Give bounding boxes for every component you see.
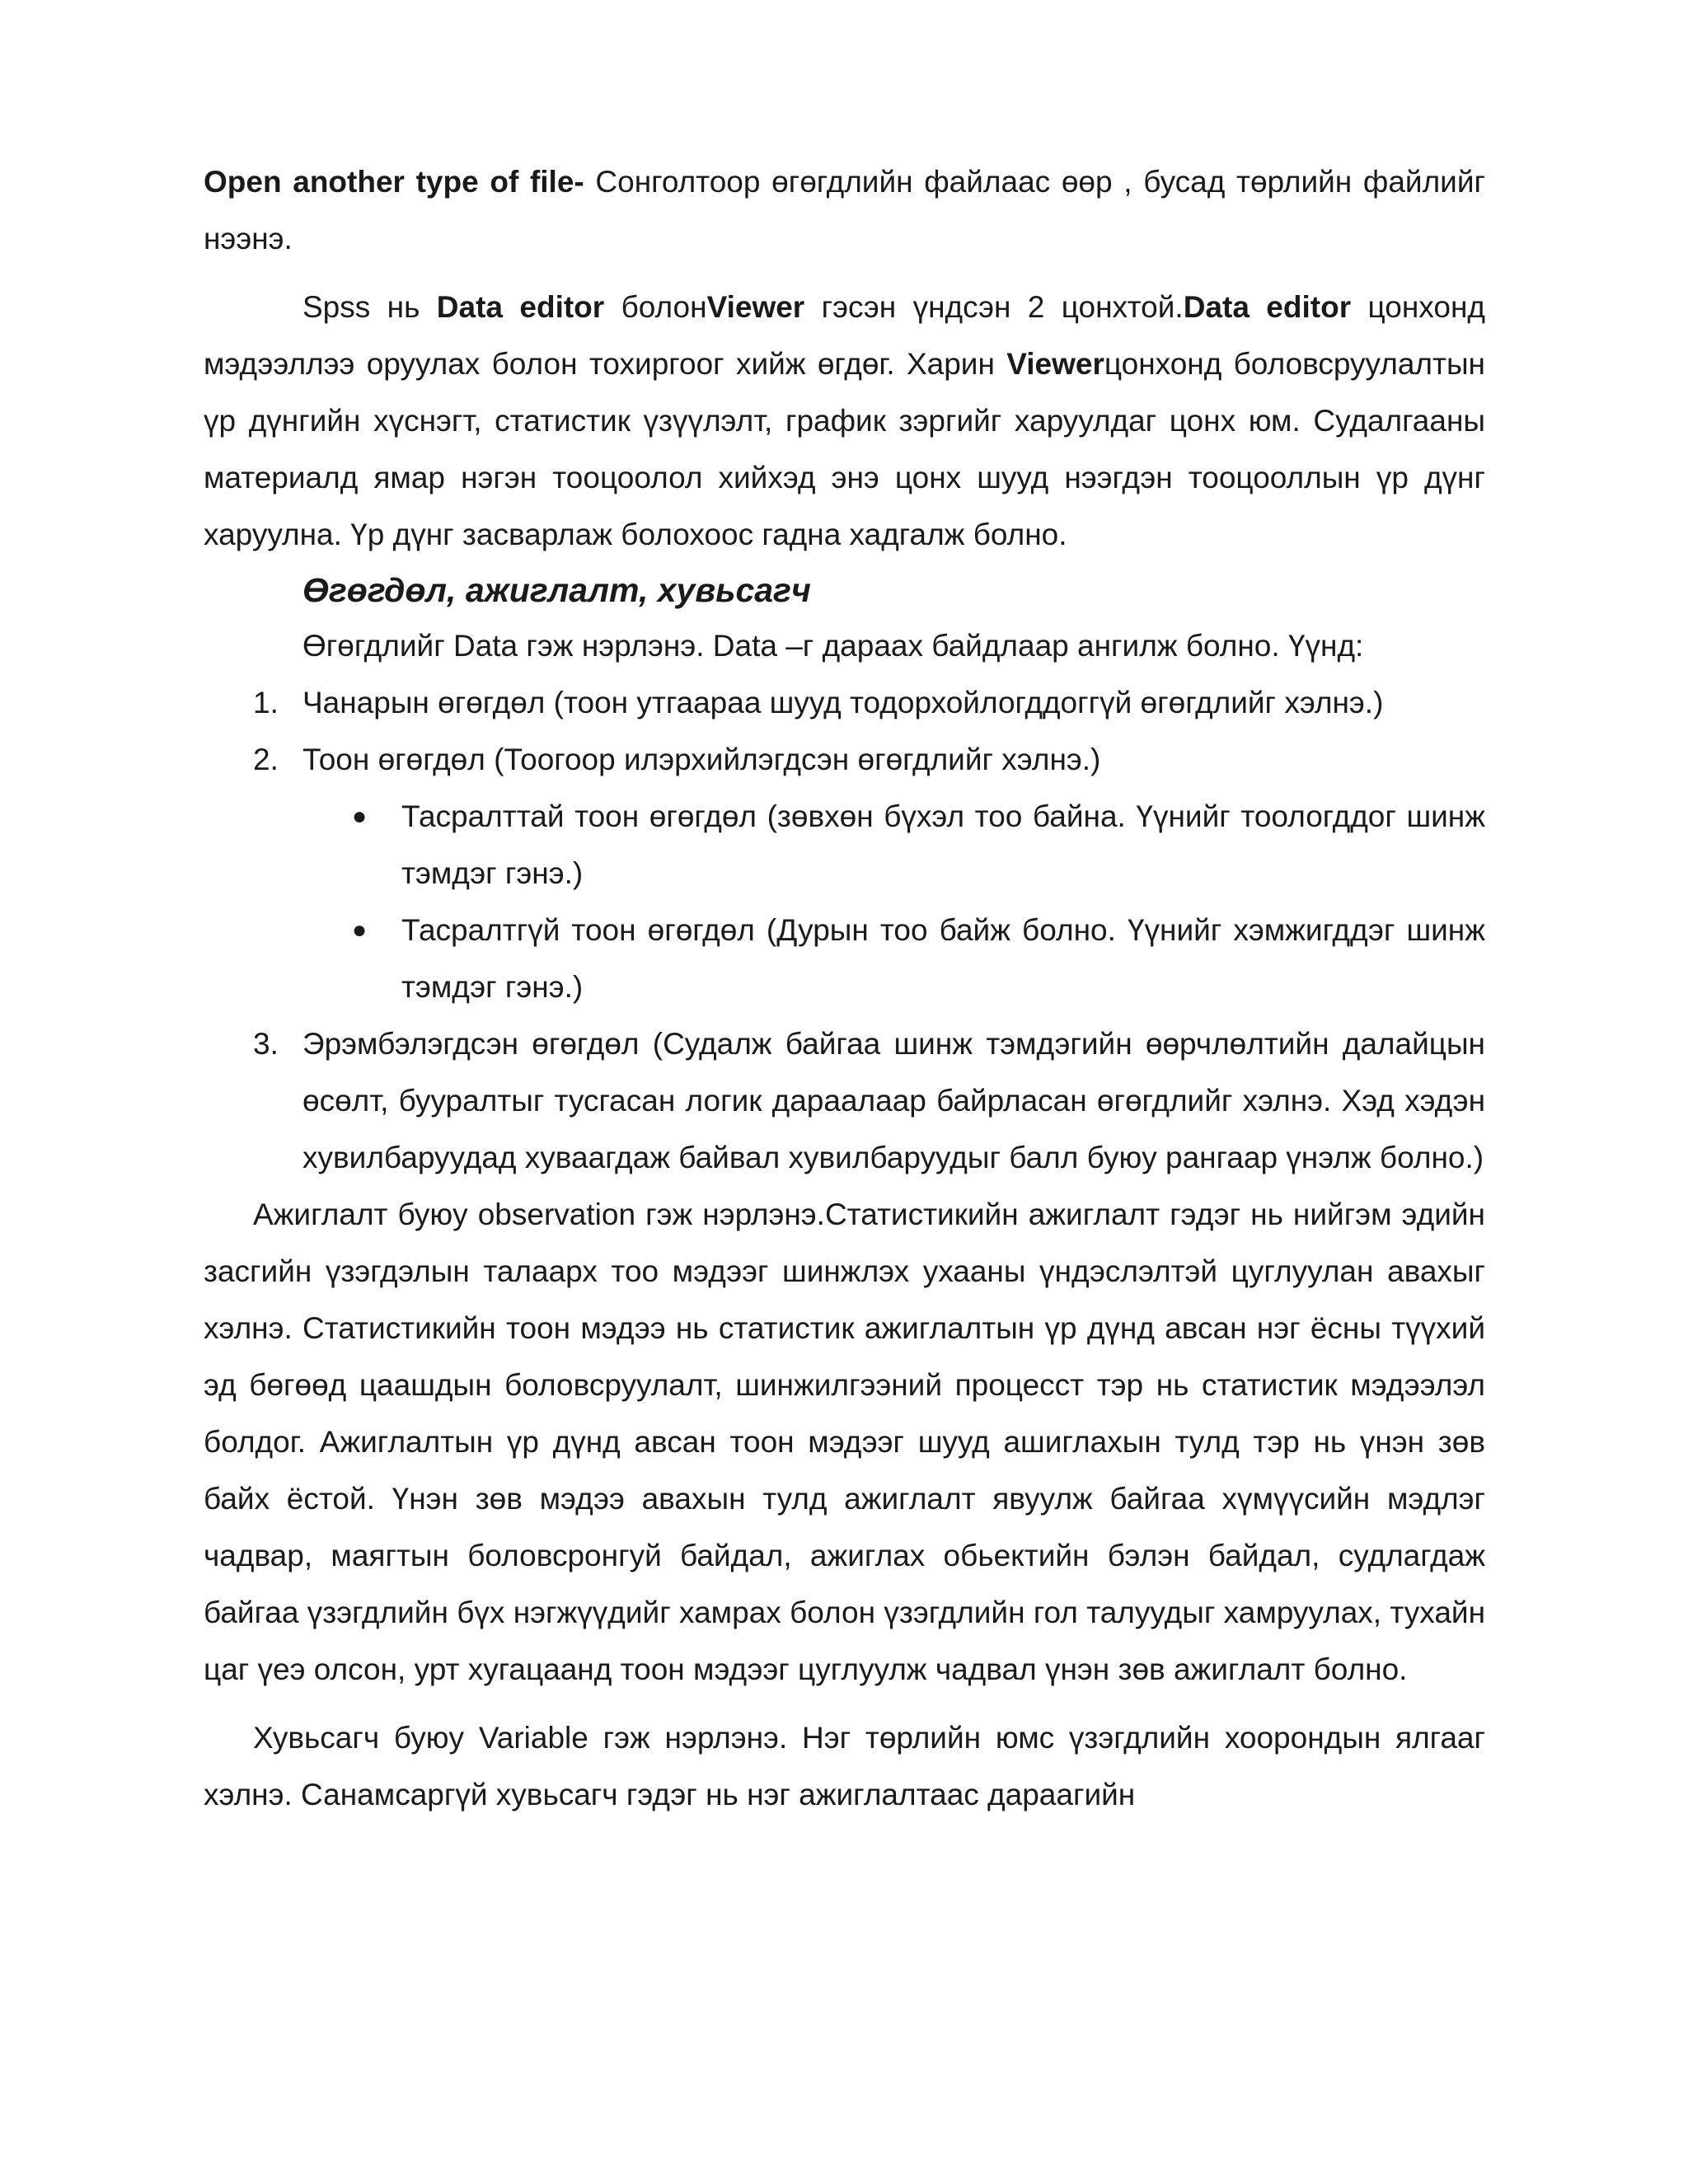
text-span: Spss нь bbox=[302, 290, 437, 324]
text-span: гэсэн үндсэн 2 цонхтой. bbox=[804, 290, 1184, 324]
term-open-another-type: Open another type of file- bbox=[204, 165, 584, 199]
bullet-item-text: Тасралтгүй тоон өгөгдөл (Дурын тоо байж болно. Үүнийг хэмжигддэг шинж тэмдэг гэнэ.) bbox=[401, 913, 1485, 1004]
list-number: 3. bbox=[253, 1027, 279, 1061]
paragraph-observation: Ажиглалт буюу observation гэж нэрлэнэ.Статистикийн ажиглалт гэдэг нь нийгэм эдийн засгийн үзэгдэлын талаарх тоо мэдээг шинжлэх ухааны үндэслэлтэй цуглуулан авахыг хэлнэ. Статистикийн тоон мэдээ нь статистик ажиглалтын үр дүнд авсан нэг ёсны түүхий эд бөгөөд цаашдын боловсруулалт, шинжилгээний процесст тэр нь статистик мэдээлэл болдог. Ажиглалтын үр дүнд авсан тоон мэдээг шууд ашиглахын тулд тэр нь үнэн зөв байх ёстой. Үнэн зөв мэдээ авахын тулд ажиглалт явуулж байгаа хүмүүсийн мэдлэг чадвар, маягтын боловсронгуй байдал, ажиглах обьектийн бэлэн байдал, судлагдаж байгаа үзэгдлийн бүх нэгжүүдийг хамрах болон үзэгдлийн гол талуудыг хамруулах, тухайн цаг үеэ олсон, урт хугацаанд тоон мэдээг цуглуулж чадвал үнэн зөв ажиглалт болно. bbox=[204, 1197, 1485, 1686]
bullet-item bbox=[204, 902, 1485, 1015]
text-span: болон bbox=[604, 290, 707, 324]
data-types-list-continued bbox=[204, 1015, 1485, 1186]
list-number: 1. bbox=[253, 686, 279, 719]
bullet-item bbox=[204, 788, 1485, 902]
list-number: 2. bbox=[253, 743, 279, 776]
paragraph-variable: Хувьсагч буюу Variable гэж нэрлэнэ. Нэг төрлийн юмс үзэгдлийн хоорондын ялгааг хэлнэ. Санамсаргүй хувьсагч гэдэг нь нэг ажиглалтаас дараагийн bbox=[204, 1721, 1485, 1811]
term-viewer: Viewer bbox=[1006, 347, 1104, 381]
paragraph-open-file-text: Сонголтоор өгөгдлийн файлаас өөр , бусад төрлийн файлийг нээнэ. bbox=[204, 165, 1485, 255]
numeric-subtypes-list bbox=[204, 788, 1485, 1015]
bullet-icon: ● bbox=[352, 916, 368, 944]
term-viewer: Viewer bbox=[706, 290, 805, 324]
paragraph-data-intro: Өгөгдлийг Data гэж нэрлэнэ. Data –г дараах байдлаар ангилж болно. Үүнд: bbox=[302, 629, 1364, 663]
list-item-text: Чанарын өгөгдөл (тоон утгаараа шууд тодорхойлогддоггүй өгөгдлийг хэлнэ.) bbox=[302, 686, 1384, 719]
list-item bbox=[204, 731, 1485, 788]
paragraph-open-file bbox=[204, 153, 1485, 267]
document-page bbox=[204, 153, 1485, 1823]
list-item-text: Тоон өгөгдөл (Тоогоор илэрхийлэгдсэн өгөгдлийг хэлнэ.) bbox=[302, 743, 1101, 776]
text-span: цонхонд мэдээллээ оруулах болон тохиргоог хийж өгдөг. Харин bbox=[204, 290, 1485, 381]
text-span: цонхонд боловсруулалтын үр дүнгийн хүснэгт, статистик үзүүлэлт, график зэргийг харуулдаг цонх юм. Судалгааны материалд ямар нэгэн тооцоолол хийхэд энэ цонх шууд нээгдэн тооцооллын үр дүнг харуулна. Үр дүнг засварлаж болохоос гадна хадгалж болно. bbox=[204, 347, 1485, 551]
term-data-editor: Data editor bbox=[1183, 290, 1352, 324]
bullet-icon: ● bbox=[352, 803, 368, 830]
bullet-item-text: Тасралттай тоон өгөгдөл (зөвхөн бүхэл тоо байна. Үүнийг тоологддог шинж тэмдэг гэнэ.) bbox=[401, 799, 1485, 890]
list-item-text: Эрэмбэлэгдсэн өгөгдөл (Судалж байгаа шинж тэмдэгийн өөрчлөлтийн далайцын өсөлт, бууралтыг тусгасан логик дараалаар байрласан өгөгдлийг хэлнэ. Хэд хэдэн хувилбаруудад хуваагдаж байвал хувилбаруудыг балл буюу рангаар үнэлж болно.) bbox=[302, 1027, 1485, 1174]
section-heading: Өгөгдөл, ажиглалт, хувьсагч bbox=[302, 571, 811, 609]
term-data-editor: Data editor bbox=[436, 290, 605, 324]
list-item bbox=[204, 1015, 1485, 1186]
list-item bbox=[204, 674, 1485, 731]
data-types-list bbox=[204, 674, 1485, 788]
paragraph-spss-windows bbox=[204, 279, 1485, 563]
